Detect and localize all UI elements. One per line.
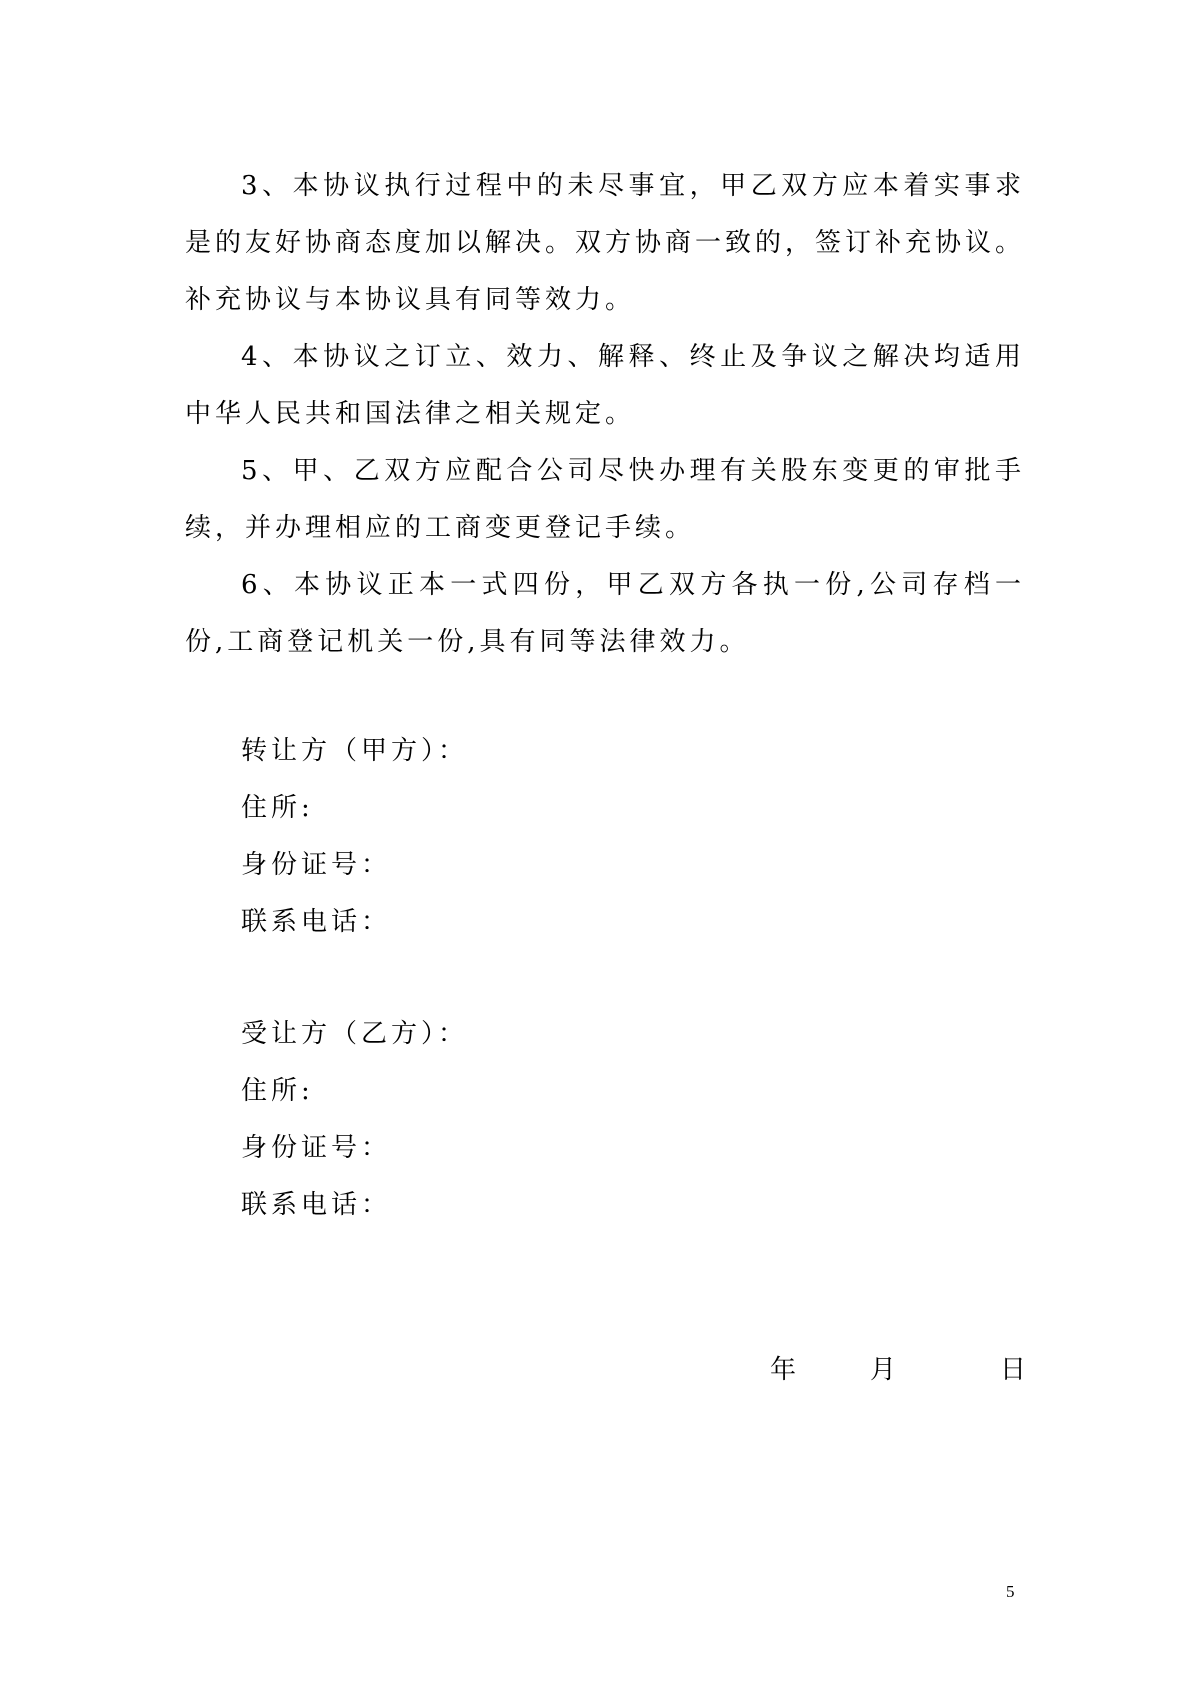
- transferor-address-label: 住所:: [241, 793, 314, 823]
- transferor-title: 转让方（甲方）：: [241, 736, 469, 766]
- transferee-title: 受让方（乙方）：: [241, 1019, 469, 1049]
- date-day-label: 日: [1000, 1355, 1027, 1385]
- transferee-signature-block: [241, 1006, 841, 1234]
- page-number: 5: [1006, 1582, 1015, 1601]
- signing-date: [770, 1342, 1027, 1399]
- clause-3: 3、本协议执行过程中的未尽事宜，甲乙双方应本着实事求是的友好协商态度加以解决。双方协商一致的，签订补充协议。补充协议与本协议具有同等效力。: [185, 171, 1026, 315]
- transferor-signature-block: [241, 723, 841, 951]
- clause-6: 6、本协议正本一式四份，甲乙双方各执一份,公司存档一份,工商登记机关一份,具有同等法律效力。: [185, 570, 1025, 657]
- date-year-label: 年: [770, 1355, 797, 1385]
- transferee-address-label: 住所:: [241, 1076, 314, 1106]
- agreement-clauses: [185, 158, 1025, 671]
- transferor-id-label: 身份证号：: [241, 850, 392, 880]
- transferee-id-label: 身份证号：: [241, 1133, 392, 1163]
- clause-5: 5、甲、乙双方应配合公司尽快办理有关股东变更的审批手续，并办理相应的工商变更登记手续。: [185, 456, 1025, 543]
- transferor-phone-label: 联系电话：: [241, 907, 392, 937]
- transferee-phone-label: 联系电话：: [241, 1190, 392, 1220]
- clause-4: 4、本协议之订立、效力、解释、终止及争议之解决均适用中华人民共和国法律之相关规定。: [185, 342, 1025, 429]
- date-month-label: 月: [870, 1355, 897, 1385]
